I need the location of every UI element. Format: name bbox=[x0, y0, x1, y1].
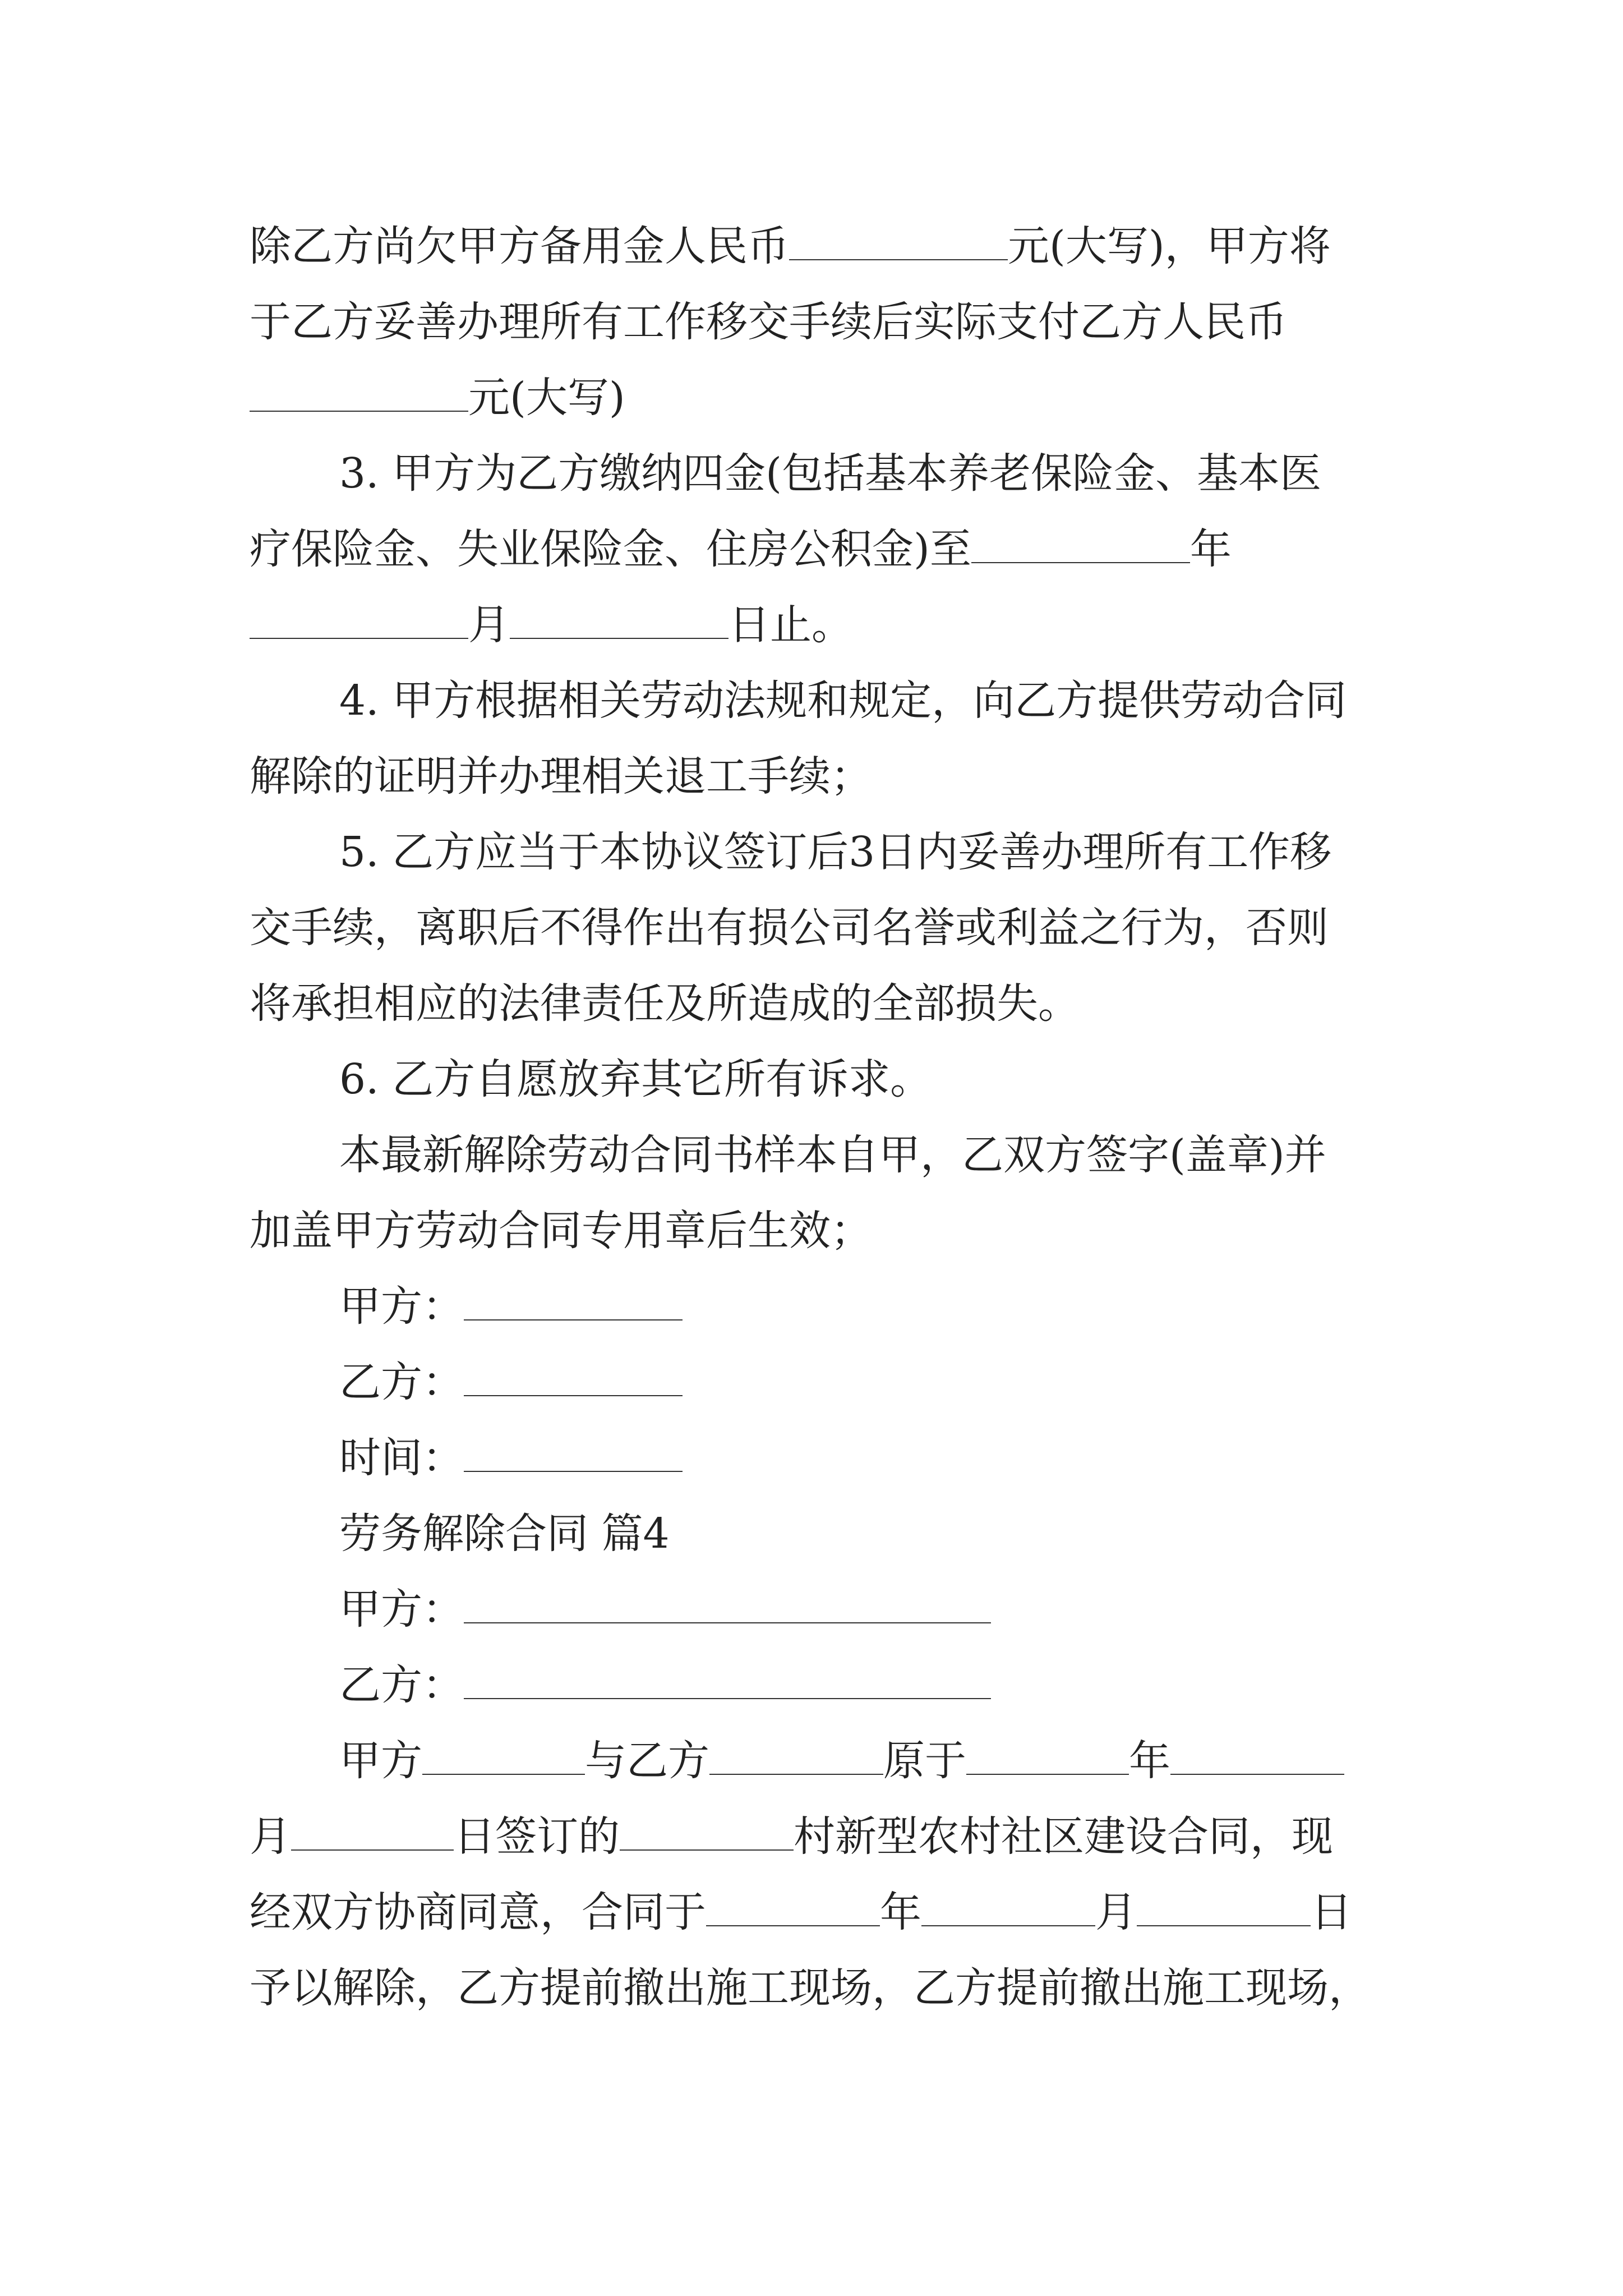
blank-field bbox=[464, 1659, 991, 1699]
party-label: 乙方： bbox=[339, 1661, 464, 1709]
blank-field bbox=[464, 1280, 683, 1320]
blank-field bbox=[464, 1356, 683, 1396]
blank-field bbox=[789, 220, 1008, 260]
text-run: 年 bbox=[880, 1888, 921, 1936]
signature-label: 时间： bbox=[339, 1434, 464, 1482]
blank-field bbox=[971, 523, 1190, 563]
blank-field bbox=[510, 599, 728, 639]
text-run: 年 bbox=[1129, 1737, 1170, 1785]
blank-field bbox=[966, 1734, 1129, 1775]
text-line bbox=[250, 1884, 1352, 1940]
clause-6: 6. 乙方自愿放弃其它所有诉求。 bbox=[339, 1055, 932, 1103]
blank-field bbox=[291, 1810, 454, 1851]
text-run: 原于 bbox=[883, 1737, 966, 1785]
section-title: 劳务解除合同 篇4 bbox=[339, 1510, 670, 1558]
text-line: 交手续，离职后不得作出有损公司名誉或利益之行为，否则 bbox=[250, 904, 1329, 952]
text-line bbox=[250, 370, 625, 426]
text-run: 经双方协商同意，合同于 bbox=[250, 1888, 706, 1936]
text-run: 元(大写) bbox=[468, 374, 625, 422]
blank-field bbox=[464, 1432, 683, 1472]
blank-field bbox=[1170, 1734, 1344, 1775]
effective-clause: 本最新解除劳动合同书样本自甲，乙双方签字(盖章)并 bbox=[339, 1131, 1326, 1179]
text-run: 月 bbox=[1095, 1888, 1137, 1936]
text-run: 疗保险金、失业保险金、住房公积金)至 bbox=[250, 525, 971, 573]
blank-field bbox=[464, 1583, 991, 1623]
text-line: 解除的证明并办理相关退工手续； bbox=[250, 752, 872, 800]
blank-field bbox=[709, 1734, 883, 1775]
text-run: 除乙方尚欠甲方备用金人民币 bbox=[250, 222, 789, 270]
party-b-line bbox=[339, 1657, 991, 1713]
clause-5: 5. 乙方应当于本协议签订后3日内妥善办理所有工作移 bbox=[339, 828, 1332, 876]
text-run: 村新型农村社区建设合同，现 bbox=[794, 1812, 1333, 1861]
clause-4: 4. 甲方根据相关劳动法规和规定，向乙方提供劳动合同 bbox=[339, 677, 1347, 725]
blank-field bbox=[250, 371, 468, 412]
blank-field bbox=[921, 1886, 1095, 1926]
signature-party-a bbox=[339, 1278, 683, 1335]
text-line: 于乙方妥善办理所有工作移交手续后实际支付乙方人民币 bbox=[250, 298, 1287, 346]
party-a-line bbox=[339, 1581, 991, 1637]
text-run: 元(大写)，甲方将 bbox=[1008, 222, 1331, 270]
blank-field bbox=[1137, 1886, 1311, 1926]
signature-label: 乙方： bbox=[339, 1358, 464, 1406]
party-label: 甲方： bbox=[339, 1585, 464, 1634]
text-run: 甲方 bbox=[339, 1737, 422, 1785]
text-line bbox=[250, 521, 1232, 577]
blank-field bbox=[706, 1886, 880, 1926]
text-line: 将承担相应的法律责任及所造成的全部损失。 bbox=[250, 979, 1080, 1028]
text-line bbox=[250, 1809, 1333, 1865]
clause-3: 3. 甲方为乙方缴纳四金(包括基本养老保险金、基本医 bbox=[339, 449, 1321, 498]
signature-party-b bbox=[339, 1354, 683, 1410]
blank-field bbox=[620, 1810, 794, 1851]
text-run: 日止。 bbox=[728, 601, 853, 649]
text-run: 月 bbox=[250, 1812, 291, 1861]
text-run: 年 bbox=[1189, 525, 1232, 573]
text-line: 加盖甲方劳动合同专用章后生效； bbox=[250, 1207, 872, 1255]
text-line bbox=[250, 218, 1331, 274]
signature-label: 甲方： bbox=[339, 1282, 464, 1331]
text-run: 月 bbox=[468, 601, 510, 649]
text-line bbox=[250, 597, 853, 653]
text-run: 日 bbox=[1311, 1888, 1352, 1936]
text-line: 予以解除，乙方提前撤出施工现场，乙方提前撤出施工现场， bbox=[250, 1964, 1370, 2012]
signature-time bbox=[339, 1430, 683, 1486]
blank-field bbox=[250, 599, 468, 639]
text-line bbox=[339, 1733, 1344, 1789]
text-run: 与乙方 bbox=[585, 1737, 709, 1785]
text-run: 日签订的 bbox=[454, 1812, 620, 1861]
blank-field bbox=[422, 1734, 585, 1775]
